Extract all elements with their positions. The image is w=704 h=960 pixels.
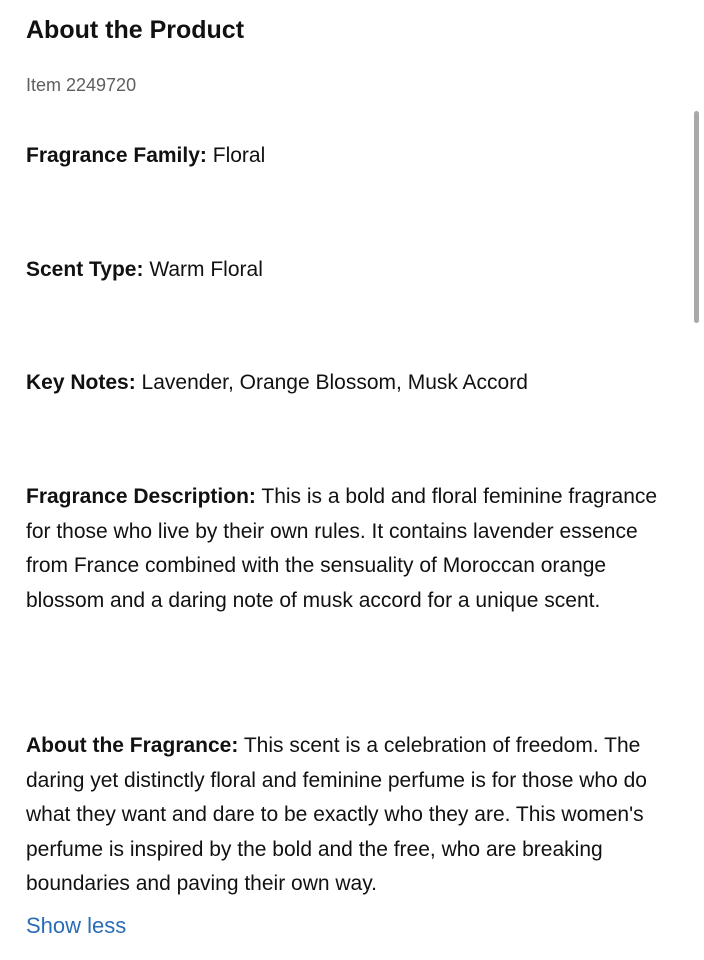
fragrance-family-value: Floral bbox=[212, 144, 266, 167]
item-number: Item 2249720 bbox=[26, 75, 137, 95]
scent-type-label: Scent Type: bbox=[26, 258, 144, 281]
show-less-link[interactable]: Show less bbox=[26, 913, 127, 938]
page-title: About the Product bbox=[26, 16, 245, 44]
fragrance-description-paragraph bbox=[26, 480, 682, 618]
fragrance-family-label: Fragrance Family: bbox=[26, 144, 207, 167]
fragrance-description-label: Fragrance Description: bbox=[26, 485, 256, 508]
key-notes-label: Key Notes: bbox=[26, 371, 136, 394]
key-notes-value: Lavender, Orange Blossom, Musk Accord bbox=[141, 371, 528, 394]
about-fragrance-label: About the Fragrance: bbox=[26, 734, 239, 757]
about-fragrance-paragraph bbox=[26, 729, 682, 902]
fragrance-family-row bbox=[26, 139, 682, 174]
scrollbar-thumb[interactable] bbox=[694, 111, 699, 323]
scent-type-value: Warm Floral bbox=[149, 258, 263, 281]
key-notes-row bbox=[26, 366, 682, 401]
about-fragrance-text: This scent is a celebration of freedom. The daring yet distinctly floral and feminine perfume is for those who do what they want and dare to be exactly who they are. This women's perfume is inspired by the bold and the free, who are breaking boundaries and paving their own way. bbox=[26, 734, 647, 895]
fragrance-description-text: This is a bold and floral feminine fragrance for those who live by their own rules. It contains lavender essence from France combined with the sensuality of Moroccan orange blossom and a daring note of musk accord for a unique scent. bbox=[26, 485, 658, 612]
scent-type-row bbox=[26, 253, 682, 288]
